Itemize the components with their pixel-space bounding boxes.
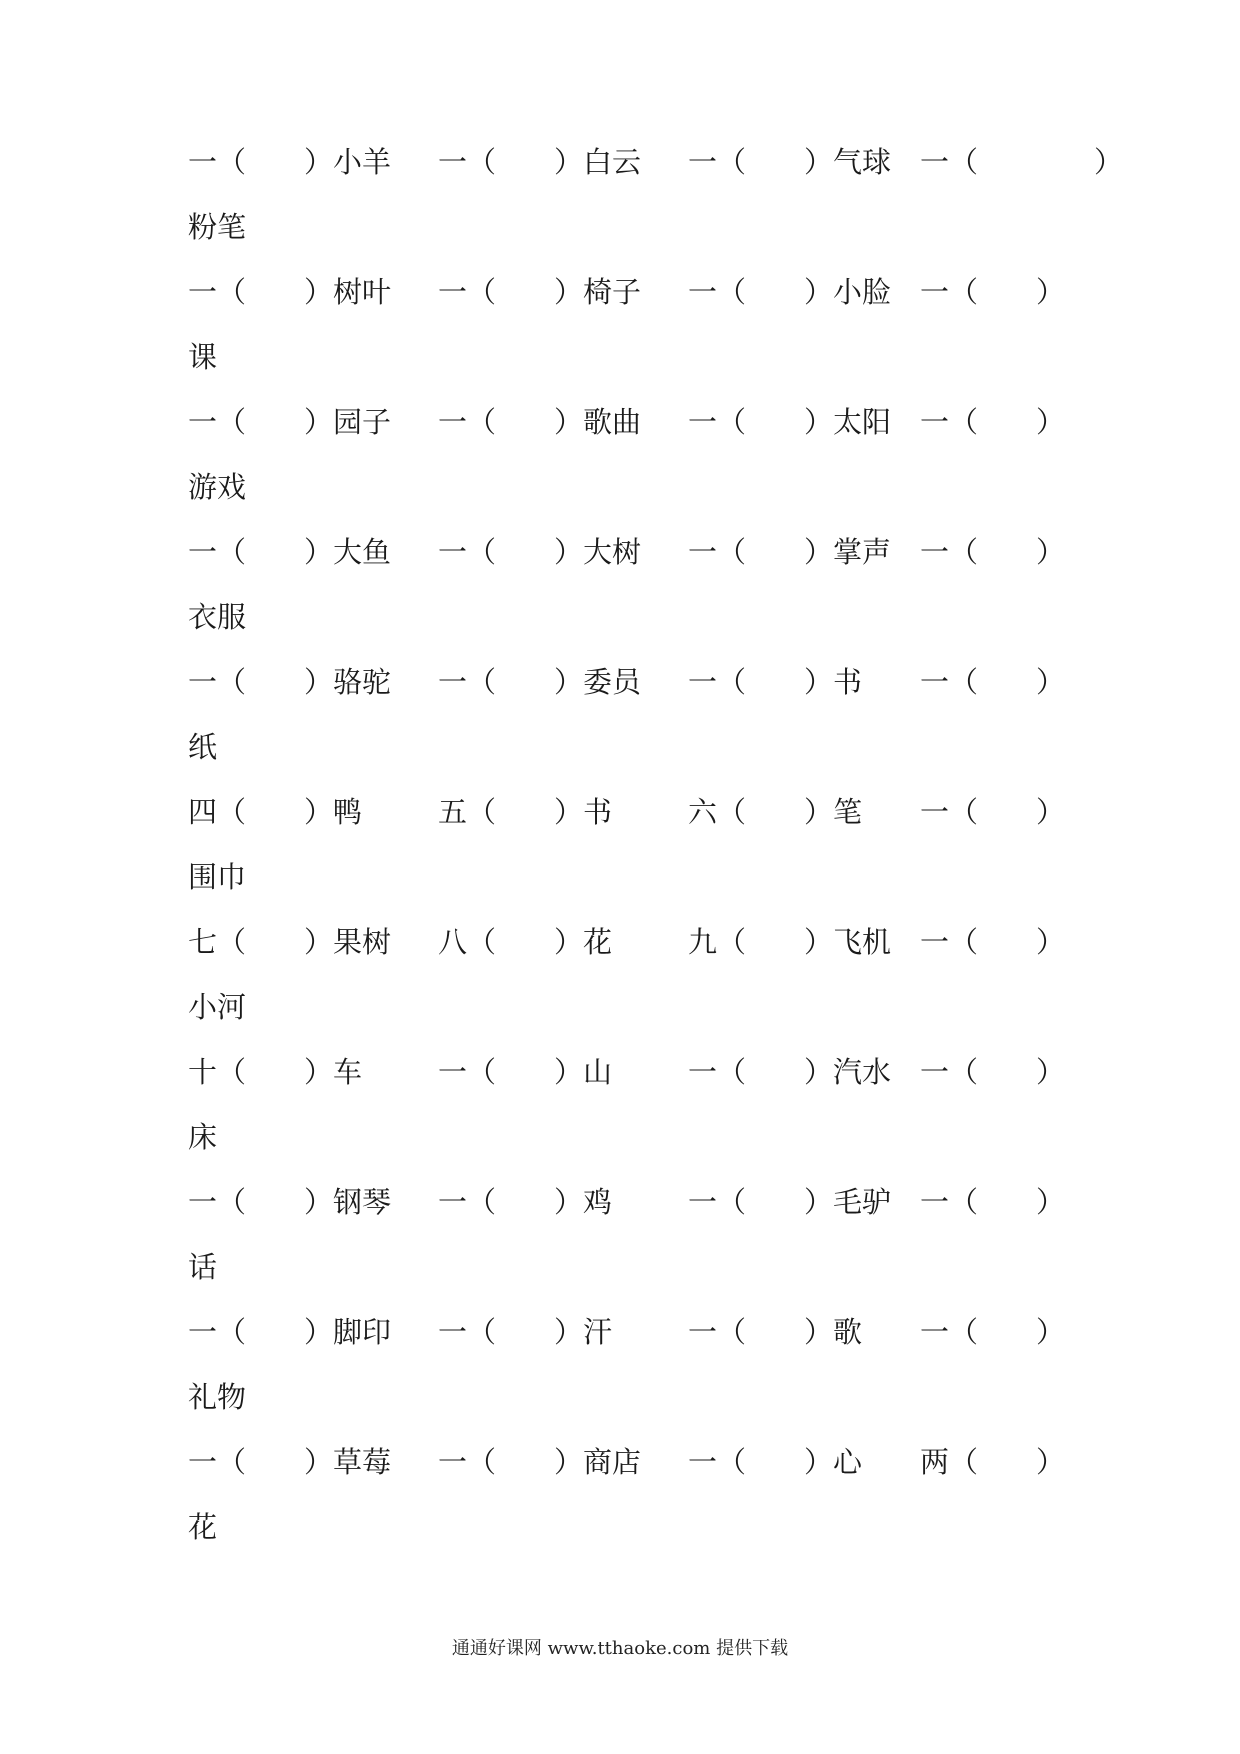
exercise-row — [0, 142, 1240, 182]
measure-word-item: 一（ ）小脸 — [688, 275, 892, 309]
row-continuation-word: 纸 — [188, 730, 218, 764]
row-continuation-word: 游戏 — [188, 470, 247, 504]
measure-word-item: 一（ ） — [920, 145, 1124, 179]
measure-word-item: 一（ ）气球 — [688, 145, 892, 179]
measure-word-item: 一（ ）钢琴 — [188, 1185, 392, 1219]
measure-word-item: 五（ ）书 — [438, 795, 613, 829]
measure-word-item: 一（ ）商店 — [438, 1445, 642, 1479]
measure-word-item: 四（ ）鸭 — [188, 795, 363, 829]
exercise-row — [0, 1182, 1240, 1222]
exercise-row — [0, 1442, 1240, 1482]
measure-word-item: 一（ ）树叶 — [188, 275, 392, 309]
measure-word-item: 一（ ）草莓 — [188, 1445, 392, 1479]
measure-word-item: 一（ ）椅子 — [438, 275, 642, 309]
exercise-row — [0, 272, 1240, 312]
measure-word-item: 一（ ）脚印 — [188, 1315, 392, 1349]
exercise-row — [0, 792, 1240, 832]
row-continuation-word: 小河 — [188, 990, 247, 1024]
measure-word-item: 一（ ）白云 — [438, 145, 642, 179]
measure-word-item: 一（ ）毛驴 — [688, 1185, 892, 1219]
measure-word-item: 两（ ） — [920, 1445, 1066, 1479]
measure-word-item: 一（ ）委员 — [438, 665, 642, 699]
row-continuation-word: 话 — [188, 1250, 218, 1284]
exercise-row — [0, 532, 1240, 572]
measure-word-item: 一（ ） — [920, 1315, 1066, 1349]
measure-word-item: 一（ ）园子 — [188, 405, 392, 439]
row-continuation-word: 粉笔 — [188, 210, 247, 244]
measure-word-item: 一（ ）歌 — [688, 1315, 863, 1349]
measure-word-item: 一（ ）骆驼 — [188, 665, 392, 699]
page-footer: 通通好课网 www.tthaoke.com 提供下载 — [451, 1638, 789, 1659]
measure-word-item: 一（ ）书 — [688, 665, 863, 699]
measure-word-item: 一（ ）山 — [438, 1055, 613, 1089]
row-continuation-word: 围巾 — [188, 860, 247, 894]
exercise-row — [0, 922, 1240, 962]
measure-word-item: 十（ ）车 — [188, 1055, 363, 1089]
measure-word-item: 一（ ）鸡 — [438, 1185, 613, 1219]
exercise-row — [0, 1052, 1240, 1092]
row-continuation-word: 礼物 — [188, 1380, 247, 1414]
row-continuation-word: 床 — [188, 1120, 218, 1154]
measure-word-item: 一（ ）太阳 — [688, 405, 892, 439]
measure-word-item: 九（ ）飞机 — [688, 925, 892, 959]
measure-word-item: 一（ ）大鱼 — [188, 535, 392, 569]
measure-word-item: 一（ ） — [920, 925, 1066, 959]
measure-word-item: 一（ ）大树 — [438, 535, 642, 569]
measure-word-item: 一（ ） — [920, 1055, 1066, 1089]
measure-word-item: 一（ ）汽水 — [688, 1055, 892, 1089]
exercise-row — [0, 1312, 1240, 1352]
measure-word-item: 一（ ）小羊 — [188, 145, 392, 179]
row-continuation-word: 课 — [188, 340, 218, 374]
measure-word-item: 一（ ） — [920, 795, 1066, 829]
measure-word-item: 八（ ）花 — [438, 925, 613, 959]
measure-word-item: 一（ ）歌曲 — [438, 405, 642, 439]
exercise-row — [0, 662, 1240, 702]
measure-word-item: 一（ ）掌声 — [688, 535, 892, 569]
measure-word-item: 七（ ）果树 — [188, 925, 392, 959]
measure-word-item: 六（ ）笔 — [688, 795, 863, 829]
row-continuation-word: 花 — [188, 1510, 218, 1544]
measure-word-item: 一（ ） — [920, 535, 1066, 569]
row-continuation-word: 衣服 — [188, 600, 247, 634]
exercise-row — [0, 402, 1240, 442]
measure-word-item: 一（ ） — [920, 405, 1066, 439]
measure-word-item: 一（ ） — [920, 665, 1066, 699]
measure-word-item: 一（ ）汗 — [438, 1315, 613, 1349]
measure-word-item: 一（ ） — [920, 1185, 1066, 1219]
measure-word-item: 一（ ）心 — [688, 1445, 863, 1479]
measure-word-item: 一（ ） — [920, 275, 1066, 309]
